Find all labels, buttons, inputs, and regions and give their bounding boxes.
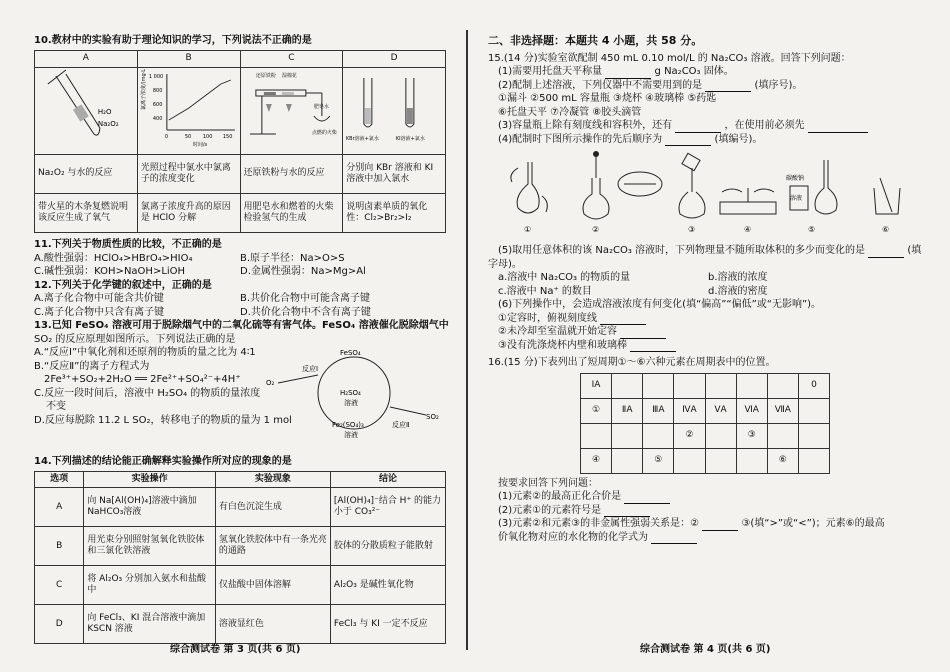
label-na2o2: Na₂O₂: [97, 119, 119, 128]
q15-part6-item1-blank[interactable]: [600, 314, 646, 325]
q14-row-b-conclusion: 胶体的分散质粒子能散射: [330, 527, 445, 566]
q15-part5-options-row2: [488, 285, 918, 299]
left-page-footer: 综合测试卷 第 3 页(共 6 页): [170, 643, 301, 655]
pt-cell: [736, 448, 767, 473]
q16-part1: [488, 490, 918, 504]
q15-part5-blank[interactable]: [868, 247, 904, 258]
step-1-drawing: [511, 162, 547, 213]
step-3-label: ③: [688, 225, 696, 235]
b-ytick-1000: 1 000: [148, 73, 163, 80]
iron-water-apparatus: [241, 68, 343, 150]
q14-row-d-conclusion: FeCl₃ 与 KI 一定不反应: [330, 605, 445, 644]
pt-cell: [798, 448, 829, 473]
q14-row-b-label: B: [35, 527, 84, 566]
q13-option-b: B.“反应Ⅱ”的离子方程式为: [34, 360, 150, 372]
q11-options-row1: [34, 252, 446, 266]
q14-stem: 14.下列描述的结论能正确解释实验操作所对应的现象的是: [34, 456, 292, 468]
q10-image-c: [240, 67, 343, 155]
q15-part6-item2: [488, 325, 918, 339]
q13-option-a: A.“反应Ⅰ”中氧化剂和还原剂的物质的量之比为 4∶1: [34, 347, 256, 359]
pt-cell: ③: [736, 423, 767, 448]
c-label-cotton: 湿棉花: [281, 72, 297, 79]
step-2-drawing: [583, 151, 662, 219]
table-row: [35, 566, 446, 605]
q10-image-a: [35, 67, 138, 155]
q12-option-c: C.离子化合物中只含有离子键: [34, 306, 165, 318]
q15-part6-item3-text: ③没有洗涤烧杯内壁和玻璃棒: [498, 339, 627, 351]
q14-row-d-operation: 向 FeCl₃、KI 混合溶液中滴加 KSCN 溶液: [84, 605, 216, 644]
right-column: [488, 14, 922, 544]
q16-part2: [488, 504, 918, 518]
q15-part5: [488, 244, 922, 258]
pt-cell: ⅣA: [674, 398, 705, 423]
pt-cell: [798, 398, 829, 423]
pt-cell: [705, 373, 736, 398]
q11-option-a: A.酸性强弱：HClO₄>HBrO₄>HIO₄: [34, 252, 193, 264]
q15-option-d: d.溶液的密度: [708, 285, 768, 297]
q10-table: [34, 50, 446, 234]
q14-row-a-phenomenon: 有白色沉淀生成: [215, 488, 330, 527]
q11-option-c: C.碱性强弱：KOH>NaOH>LiOH: [34, 266, 186, 278]
q10-stem: 10.教材中的实验有助于理论知识的学习，下列说法不正确的是: [34, 35, 312, 46]
q10-image-d: [343, 67, 446, 155]
b-xtick-50: 50: [184, 133, 191, 140]
b-xtick-150: 150: [222, 133, 233, 140]
bottle-label-2: 溶液: [790, 195, 803, 203]
q14-header-conclusion: 结论: [330, 471, 445, 488]
pt-cell: [643, 423, 674, 448]
q12-options-row2: [34, 306, 446, 320]
step-2-label: ②: [592, 225, 600, 235]
c-label-soap: 肥皂水: [313, 103, 329, 110]
q12-stem: 12.下列关于化学键的叙述中，正确的是: [34, 279, 212, 291]
q10-row1-a: Na₂O₂ 与水的反应: [35, 155, 138, 194]
q10-row2-b: 氯离子浓度升高的原因是 HClO 分解: [137, 194, 240, 233]
q15-part1-text: (1)需要用托盘天平称量: [498, 66, 603, 78]
pt-cell: ②: [674, 423, 705, 448]
q15-part2: [488, 79, 918, 93]
q11-option-d: D.金属性强弱：Na>Mg>Al: [240, 266, 366, 278]
q16-part1-text: (1)元素②的最高正化合价是: [498, 491, 622, 503]
q15-part3-mid: ，在使用前必须先: [724, 120, 805, 132]
q14-row-a-operation: 向 Na[Al(OH)₄]溶液中滴加 NaHCO₃溶液: [84, 488, 216, 527]
q15-stem: 15.(14 分)实验室欲配制 450 mL 0.10 mol/L 的 Na₂CO₃ 溶液。回答下列问题：: [488, 52, 851, 64]
q13-option-c-cont: 不变: [46, 401, 66, 413]
q15-part3: [488, 119, 918, 133]
step-5-drawing: [790, 160, 837, 214]
b-xtick-0: 0: [164, 133, 168, 140]
q10-row1-b: 光照过程中氯水中氯离子的浓度变化: [137, 155, 240, 194]
q14-header-phenomenon: 实验现象: [215, 471, 330, 488]
q13-option-c: C.反应一段时间后，溶液中 H₂SO₄ 的物质的量浓度: [34, 387, 261, 399]
q16-stem: 16.(15 分)下表列出了短周期①～⑥六种元素在周期表中的位置。: [488, 357, 776, 369]
q16-part3-cont: [488, 531, 918, 545]
q14-row-a-label: A: [35, 488, 84, 527]
q15-part5-text: (5)取用任意体积的该 Na₂CO₃ 溶液时，下列物理量不随所取体积的多少而变化的是: [498, 245, 866, 257]
chloride-chart: [138, 68, 240, 150]
b-ytick-400: 400: [152, 115, 163, 122]
q13-option-d: D.反应每脱除 11.2 L SO₂，转移电子的物质的量为 1 mol: [34, 414, 292, 426]
q12-option-b: B.共价化合物中可能含离子键: [240, 293, 371, 305]
q15-part6-item1-text: ①定容时，俯视刻度线: [498, 312, 597, 324]
c-label-match: 点燃的火柴: [311, 129, 337, 136]
d-label-kbr: KBr溶液+氯水: [346, 135, 380, 142]
q11-options-row2: [34, 265, 446, 279]
b-y-axis-label: 氯离子浓度/(mg·L⁻¹): [140, 67, 147, 110]
q16-intro: 按要求回答下列问题：: [498, 477, 598, 489]
b-xtick-100: 100: [202, 133, 213, 140]
q15-part3-blank-2[interactable]: [808, 122, 868, 133]
diag-solution-1: 溶液: [344, 399, 358, 408]
halogen-tubes: [343, 68, 445, 150]
pt-cell: ④: [581, 448, 612, 473]
q10-header-d: D: [343, 50, 446, 67]
b-ytick-600: 600: [152, 101, 163, 108]
pt-cell: ⅢA: [643, 398, 674, 423]
pt-cell: ⅤA: [705, 398, 736, 423]
q15-part5-options-row1: [488, 271, 918, 285]
q15-part6-item3-blank[interactable]: [630, 341, 676, 352]
bottle-label-1: 碳酸钠: [786, 175, 805, 183]
table-row: [35, 605, 446, 644]
pt-cell: ⑥: [767, 448, 798, 473]
pt-cell: [705, 448, 736, 473]
label-h2o: H₂O: [97, 107, 112, 116]
q15-instruments-2: ⑥托盘天平 ⑦冷凝管 ⑧胶头滴管: [498, 106, 642, 118]
q15-part2-suffix: (填序号)。: [754, 79, 803, 91]
q16-part2-text: (2)元素①的元素符号是: [498, 504, 602, 516]
q15-option-a: a.溶液中 Na₂CO₃ 的物质的量: [498, 272, 631, 284]
d-label-ki: KI溶液+氯水: [396, 135, 426, 142]
step-3-drawing: [679, 154, 705, 219]
q15-part6-item1: [488, 312, 918, 326]
q15-part1: [488, 65, 918, 79]
pt-cell: [643, 373, 674, 398]
pt-cell: [736, 373, 767, 398]
left-column: [34, 14, 449, 644]
q15-part6-item3: [488, 339, 918, 353]
q10-row1-d: 分别向 KBr 溶液和 KI溶液中加入氯水: [343, 155, 446, 194]
step-1-label: ①: [524, 225, 532, 235]
pt-cell: [705, 423, 736, 448]
q15-part4-suffix: (填编号)。: [714, 133, 763, 145]
step-5-label: ⑤: [808, 225, 816, 235]
q13-stem-1: 13.已知 FeSO₄ 溶液可用于脱除烟气中的二氧化硫等有害气体。FeSO₄ 溶液催化脱除烟气中: [34, 320, 449, 332]
q14-header-option: 选项: [35, 471, 84, 488]
pt-cell: [767, 373, 798, 398]
diag-fe2so43: Fe₂(SO₄)₃: [332, 421, 364, 430]
q11-option-b: B.原子半径：Na>O>S: [240, 252, 345, 264]
pt-cell: ①: [581, 398, 612, 423]
q15-part1-blank[interactable]: [605, 68, 651, 79]
step-4-drawing: [720, 188, 776, 214]
diag-solution-2: 溶液: [344, 431, 358, 440]
diag-feso4: FeSO₄: [340, 349, 361, 358]
q15-part4-blank[interactable]: [665, 135, 711, 146]
pt-cell: ⅠA: [581, 373, 612, 398]
q14-row-c-operation: 将 Al₂O₃ 分别加入氨水和盐酸中: [84, 566, 216, 605]
diag-o2: O₂: [266, 379, 275, 388]
q10-row2-d: 说明卤素单质的氧化性：Cl₂>Br₂>I₂: [343, 194, 446, 233]
step-6-label: ⑥: [882, 225, 890, 235]
q15-option-b: b.溶液的浓度: [708, 272, 768, 284]
q14-row-c-phenomenon: 仅盐酸中固体溶解: [215, 566, 330, 605]
q15-instruments-1: ①漏斗 ②500 mL 容量瓶 ③烧杯 ④玻璃棒 ⑤药匙: [498, 93, 717, 105]
q15-part2-blank[interactable]: [705, 81, 751, 92]
pt-cell: ⅡA: [612, 398, 643, 423]
pt-cell: [674, 373, 705, 398]
diag-h2so4: H₂SO₄: [340, 389, 361, 398]
test-tube-drawing: [35, 68, 137, 150]
q12-option-d: D.共价化合物中不含有离子键: [240, 306, 371, 318]
q15-part4-text: (4)配制时下图所示操作的先后顺序为: [498, 133, 663, 145]
diag-reaction-2: 反应Ⅱ: [392, 421, 410, 430]
pt-cell: ⑤: [643, 448, 674, 473]
q14-row-c-label: C: [35, 566, 84, 605]
diag-reaction-1: 反应Ⅰ: [302, 365, 319, 374]
q13-equation: 2Fe³⁺+SO₂+2H₂O ══ 2Fe²⁺+SO₄²⁻+4H⁺: [44, 374, 241, 386]
q15-part1-suffix: g Na₂CO₃ 固体。: [654, 66, 734, 78]
step-6-drawing: [874, 178, 900, 214]
q13-stem-2: SO₂ 的反应原理如图所示。下列说法正确的是: [34, 333, 236, 345]
right-page-footer: 综合测试卷 第 4 页(共 6 页): [640, 643, 771, 655]
pt-cell: [612, 448, 643, 473]
q16-part3-mid: ③(填“>”或“<”)；元素⑥的最高: [741, 518, 885, 530]
pt-cell: [581, 423, 612, 448]
q15-procedure-figure: [488, 148, 918, 244]
q15-part6-item2-text: ②未冷却至室温就开始定容: [498, 326, 617, 338]
b-x-axis-label: 时间/s: [192, 141, 207, 148]
q10-header-a: A: [35, 50, 138, 67]
q13-block: [34, 319, 449, 451]
q10-header-b: B: [137, 50, 240, 67]
table-row: [35, 527, 446, 566]
q14-row-c-conclusion: Al₂O₃ 是碱性氧化物: [330, 566, 445, 605]
q14-table: [34, 471, 446, 645]
q12-options-row1: [34, 292, 446, 306]
q14-row-d-phenomenon: 溶液显红色: [215, 605, 330, 644]
q13-cycle-diagram: [266, 345, 444, 439]
q14-row-a-conclusion: [Al(OH)₄]⁻结合 H⁺ 的能力小于 CO₃²⁻: [330, 488, 445, 527]
pt-cell: [612, 423, 643, 448]
q16-part3-text: (3)元素②和元素③的非金属性强弱关系是：②: [498, 518, 700, 530]
periodic-table: [580, 373, 830, 474]
q16-part2-blank[interactable]: [604, 506, 650, 517]
q15-option-c: c.溶液中 Na⁺ 的数目: [498, 285, 592, 297]
q15-part5-suffix: (填: [907, 245, 922, 257]
pt-cell: ⅦA: [767, 398, 798, 423]
pt-cell: ⅥA: [736, 398, 767, 423]
q15-part3-text: (3)容量瓶上除有刻度线和容积外，还有: [498, 120, 673, 132]
pt-cell: 0: [798, 373, 829, 398]
pt-cell: [798, 423, 829, 448]
q16-part3-blank-2[interactable]: [651, 533, 697, 544]
q14-header-operation: 实验操作: [84, 471, 216, 488]
q15-part4: [488, 133, 918, 147]
q15-part6: (6)下列操作中，会造成溶液浓度有何变化(填“偏高”“偏低”或“无影响”)。: [498, 299, 822, 311]
q15-part5-cont: 字母)。: [488, 258, 522, 270]
table-row: [35, 488, 446, 527]
b-ytick-800: 800: [152, 87, 163, 94]
c-label-iron: 还原铁粉: [255, 72, 276, 79]
q12-option-a: A.离子化合物中可能含共价键: [34, 293, 164, 305]
q15-part6-item2-blank[interactable]: [620, 328, 666, 339]
q14-row-b-operation: 用光束分别照射氢氧化铁胶体和三氯化铁溶液: [84, 527, 216, 566]
q10-row1-c: 还原铁粉与水的反应: [240, 155, 343, 194]
q10-image-b: [137, 67, 240, 155]
q15-part2-text: (2)配制上述溶液，下列仪器中不需要用到的是: [498, 79, 703, 91]
q16-part3-cont-text: 价氧化物对应的水化物的化学式为: [498, 531, 648, 543]
q16-part3: [488, 517, 918, 531]
q10-row2-a: 带火星的木条复燃说明该反应生成了氧气: [35, 194, 138, 233]
q16-part3-blank-1[interactable]: [702, 520, 738, 531]
q11-stem: 11.下列关于物质性质的比较，不正确的是: [34, 239, 222, 251]
q10-header-c: C: [240, 50, 343, 67]
q14-row-d-label: D: [35, 605, 84, 644]
q15-part3-blank-1[interactable]: [675, 122, 721, 133]
pt-cell: [612, 373, 643, 398]
q10-row2-c: 用肥皂水和燃着的火柴检验氢气的生成: [240, 194, 343, 233]
diag-so2: SO₂: [426, 413, 439, 422]
q16-part1-blank[interactable]: [624, 493, 670, 504]
step-4-label: ④: [744, 225, 752, 235]
column-divider: [466, 30, 468, 650]
pt-cell: [674, 448, 705, 473]
pt-cell: [767, 423, 798, 448]
q14-row-b-phenomenon: 氢氧化铁胶体中有一条光亮的通路: [215, 527, 330, 566]
section-heading: 二、非选择题：本题共 4 小题，共 58 分。: [488, 34, 703, 47]
